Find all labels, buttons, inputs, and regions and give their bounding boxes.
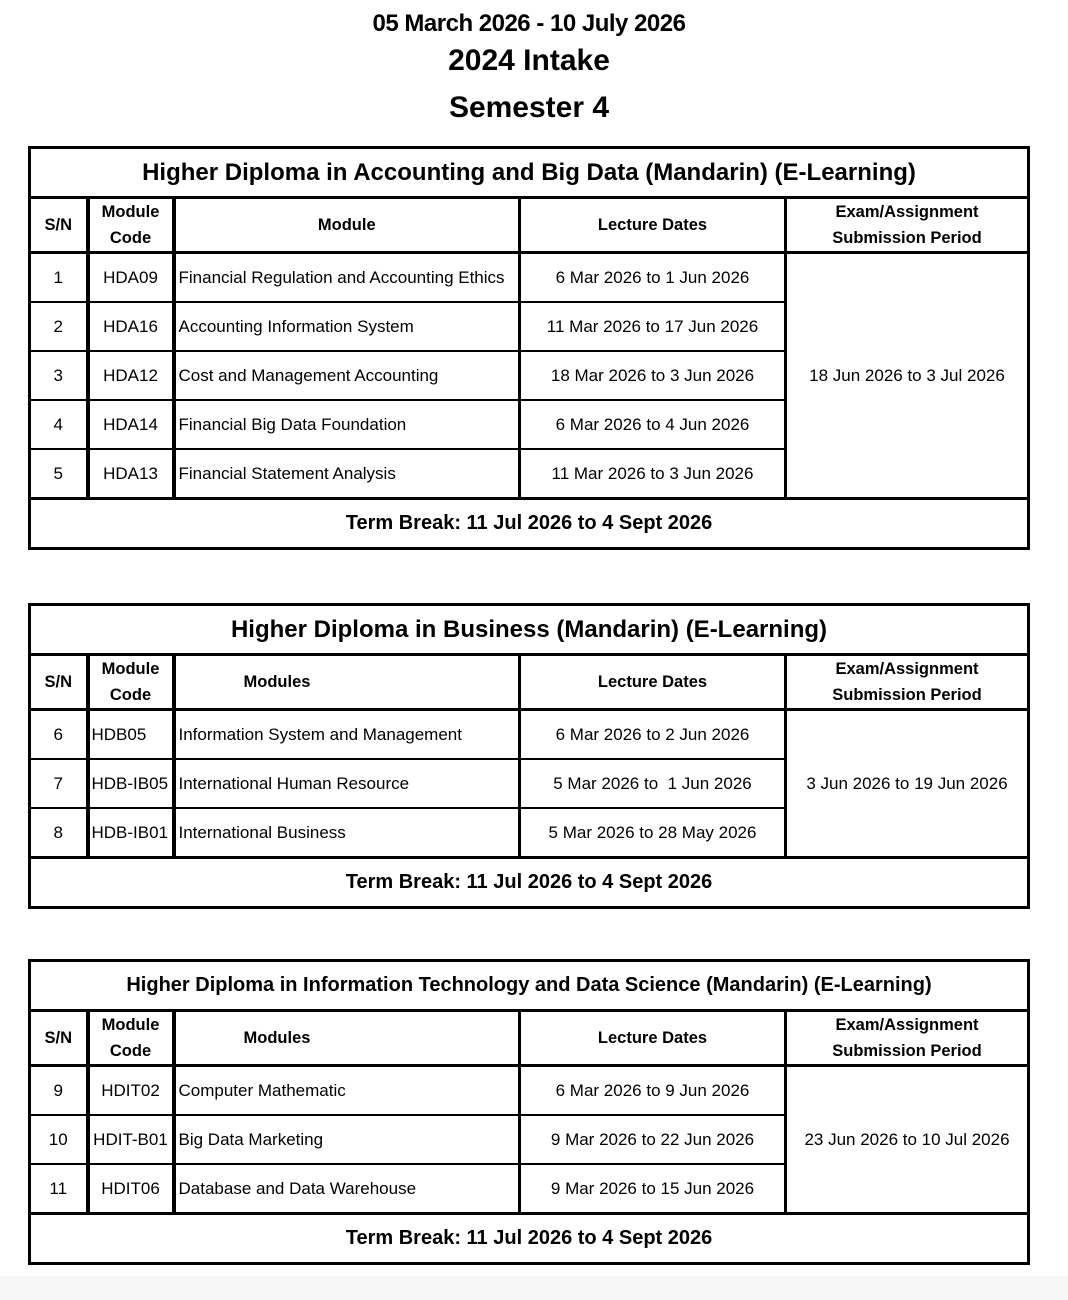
term-break: Term Break: 11 Jul 2026 to 4 Sept 2026: [30, 858, 1029, 908]
row-sn: 11: [30, 1164, 88, 1214]
row-module-name: Cost and Management Accounting: [174, 351, 520, 400]
column-header-exam-period: Exam/Assignment Submission Period: [786, 1011, 1029, 1066]
row-module-name: International Business: [174, 808, 520, 858]
table-row: [30, 1066, 1029, 1116]
row-module-code: HDB05: [88, 710, 174, 760]
row-sn: 3: [30, 351, 88, 400]
column-header-module-code: Module Code: [88, 655, 174, 710]
row-module-code: HDIT02: [88, 1066, 174, 1116]
row-lecture-dates: 11 Mar 2026 to 3 Jun 2026: [520, 449, 786, 499]
row-lecture-dates: 9 Mar 2026 to 15 Jun 2026: [520, 1164, 786, 1214]
programme-title: Higher Diploma in Business (Mandarin) (E-Learning): [30, 605, 1029, 655]
column-header-module: Module: [174, 198, 520, 253]
page-bottom-margin: [0, 1276, 1068, 1300]
row-module-name: Financial Big Data Foundation: [174, 400, 520, 449]
exam-submission-period: 23 Jun 2026 to 10 Jul 2026: [786, 1066, 1029, 1214]
column-header-modules: Modules: [174, 655, 520, 710]
row-module-code: HDIT-B01: [88, 1115, 174, 1164]
column-header-lecture-dates: Lecture Dates: [520, 198, 786, 253]
row-sn: 4: [30, 400, 88, 449]
semester-title: Semester 4: [448, 91, 610, 124]
table-header-row: [30, 655, 1029, 710]
table-row: [30, 710, 1029, 760]
intake-title: 2024 Intake: [448, 44, 610, 77]
row-lecture-dates: 6 Mar 2026 to 1 Jun 2026: [520, 253, 786, 303]
column-header-sn: S/N: [30, 1011, 88, 1066]
schedule-table-accounting-big-data: [28, 146, 1030, 550]
term-break: Term Break: 11 Jul 2026 to 4 Sept 2026: [30, 1214, 1029, 1264]
row-lecture-dates: 6 Mar 2026 to 2 Jun 2026: [520, 710, 786, 760]
row-lecture-dates: 18 Mar 2026 to 3 Jun 2026: [520, 351, 786, 400]
row-module-name: Big Data Marketing: [174, 1115, 520, 1164]
row-module-code: HDB-IB01: [88, 808, 174, 858]
column-header-exam-period: Exam/Assignment Submission Period: [786, 655, 1029, 710]
row-lecture-dates: 6 Mar 2026 to 9 Jun 2026: [520, 1066, 786, 1116]
table-row: [30, 253, 1029, 303]
table-header-row: [30, 1011, 1029, 1066]
column-header-modules: Modules: [174, 1011, 520, 1066]
row-sn: 1: [30, 253, 88, 303]
row-module-code: HDA09: [88, 253, 174, 303]
row-lecture-dates: 5 Mar 2026 to 28 May 2026: [520, 808, 786, 858]
row-module-code: HDA12: [88, 351, 174, 400]
column-header-exam-period: Exam/Assignment Submission Period: [786, 198, 1029, 253]
programme-title: Higher Diploma in Information Technology and Data Science (Mandarin) (E-Learning): [30, 961, 1029, 1011]
row-sn: 9: [30, 1066, 88, 1116]
column-header-lecture-dates: Lecture Dates: [520, 655, 786, 710]
column-header-sn: S/N: [30, 198, 88, 253]
programme-title: Higher Diploma in Accounting and Big Data (Mandarin) (E-Learning): [30, 148, 1029, 198]
schedule-table-it-data-science: [28, 959, 1030, 1265]
row-module-code: HDA16: [88, 302, 174, 351]
row-sn: 10: [30, 1115, 88, 1164]
exam-submission-period: 3 Jun 2026 to 19 Jun 2026: [786, 710, 1029, 858]
column-header-sn: S/N: [30, 655, 88, 710]
row-module-code: HDB-IB05: [88, 759, 174, 808]
row-lecture-dates: 11 Mar 2026 to 17 Jun 2026: [520, 302, 786, 351]
row-sn: 8: [30, 808, 88, 858]
row-sn: 2: [30, 302, 88, 351]
exam-submission-period: 18 Jun 2026 to 3 Jul 2026: [786, 253, 1029, 499]
row-module-code: HDA13: [88, 449, 174, 499]
row-lecture-dates: 9 Mar 2026 to 22 Jun 2026: [520, 1115, 786, 1164]
table-header-row: [30, 198, 1029, 253]
row-module-name: International Human Resource: [174, 759, 520, 808]
row-module-name: Computer Mathematic: [174, 1066, 520, 1116]
row-module-name: Information System and Management: [174, 710, 520, 760]
column-header-module-code: Module Code: [88, 1011, 174, 1066]
row-lecture-dates: 5 Mar 2026 to 1 Jun 2026: [520, 759, 786, 808]
row-module-code: HDA14: [88, 400, 174, 449]
column-header-module-code: Module Code: [88, 198, 174, 253]
semester-date-range: 05 March 2026 - 10 July 2026: [372, 10, 686, 37]
row-sn: 5: [30, 449, 88, 499]
row-sn: 6: [30, 710, 88, 760]
term-break: Term Break: 11 Jul 2026 to 4 Sept 2026: [30, 499, 1029, 549]
column-header-lecture-dates: Lecture Dates: [520, 1011, 786, 1066]
row-module-name: Database and Data Warehouse: [174, 1164, 520, 1214]
schedule-table-business: [28, 603, 1030, 909]
row-module-name: Accounting Information System: [174, 302, 520, 351]
row-sn: 7: [30, 759, 88, 808]
row-lecture-dates: 6 Mar 2026 to 4 Jun 2026: [520, 400, 786, 449]
row-module-name: Financial Statement Analysis: [174, 449, 520, 499]
row-module-code: HDIT06: [88, 1164, 174, 1214]
row-module-name: Financial Regulation and Accounting Ethics: [174, 253, 520, 303]
